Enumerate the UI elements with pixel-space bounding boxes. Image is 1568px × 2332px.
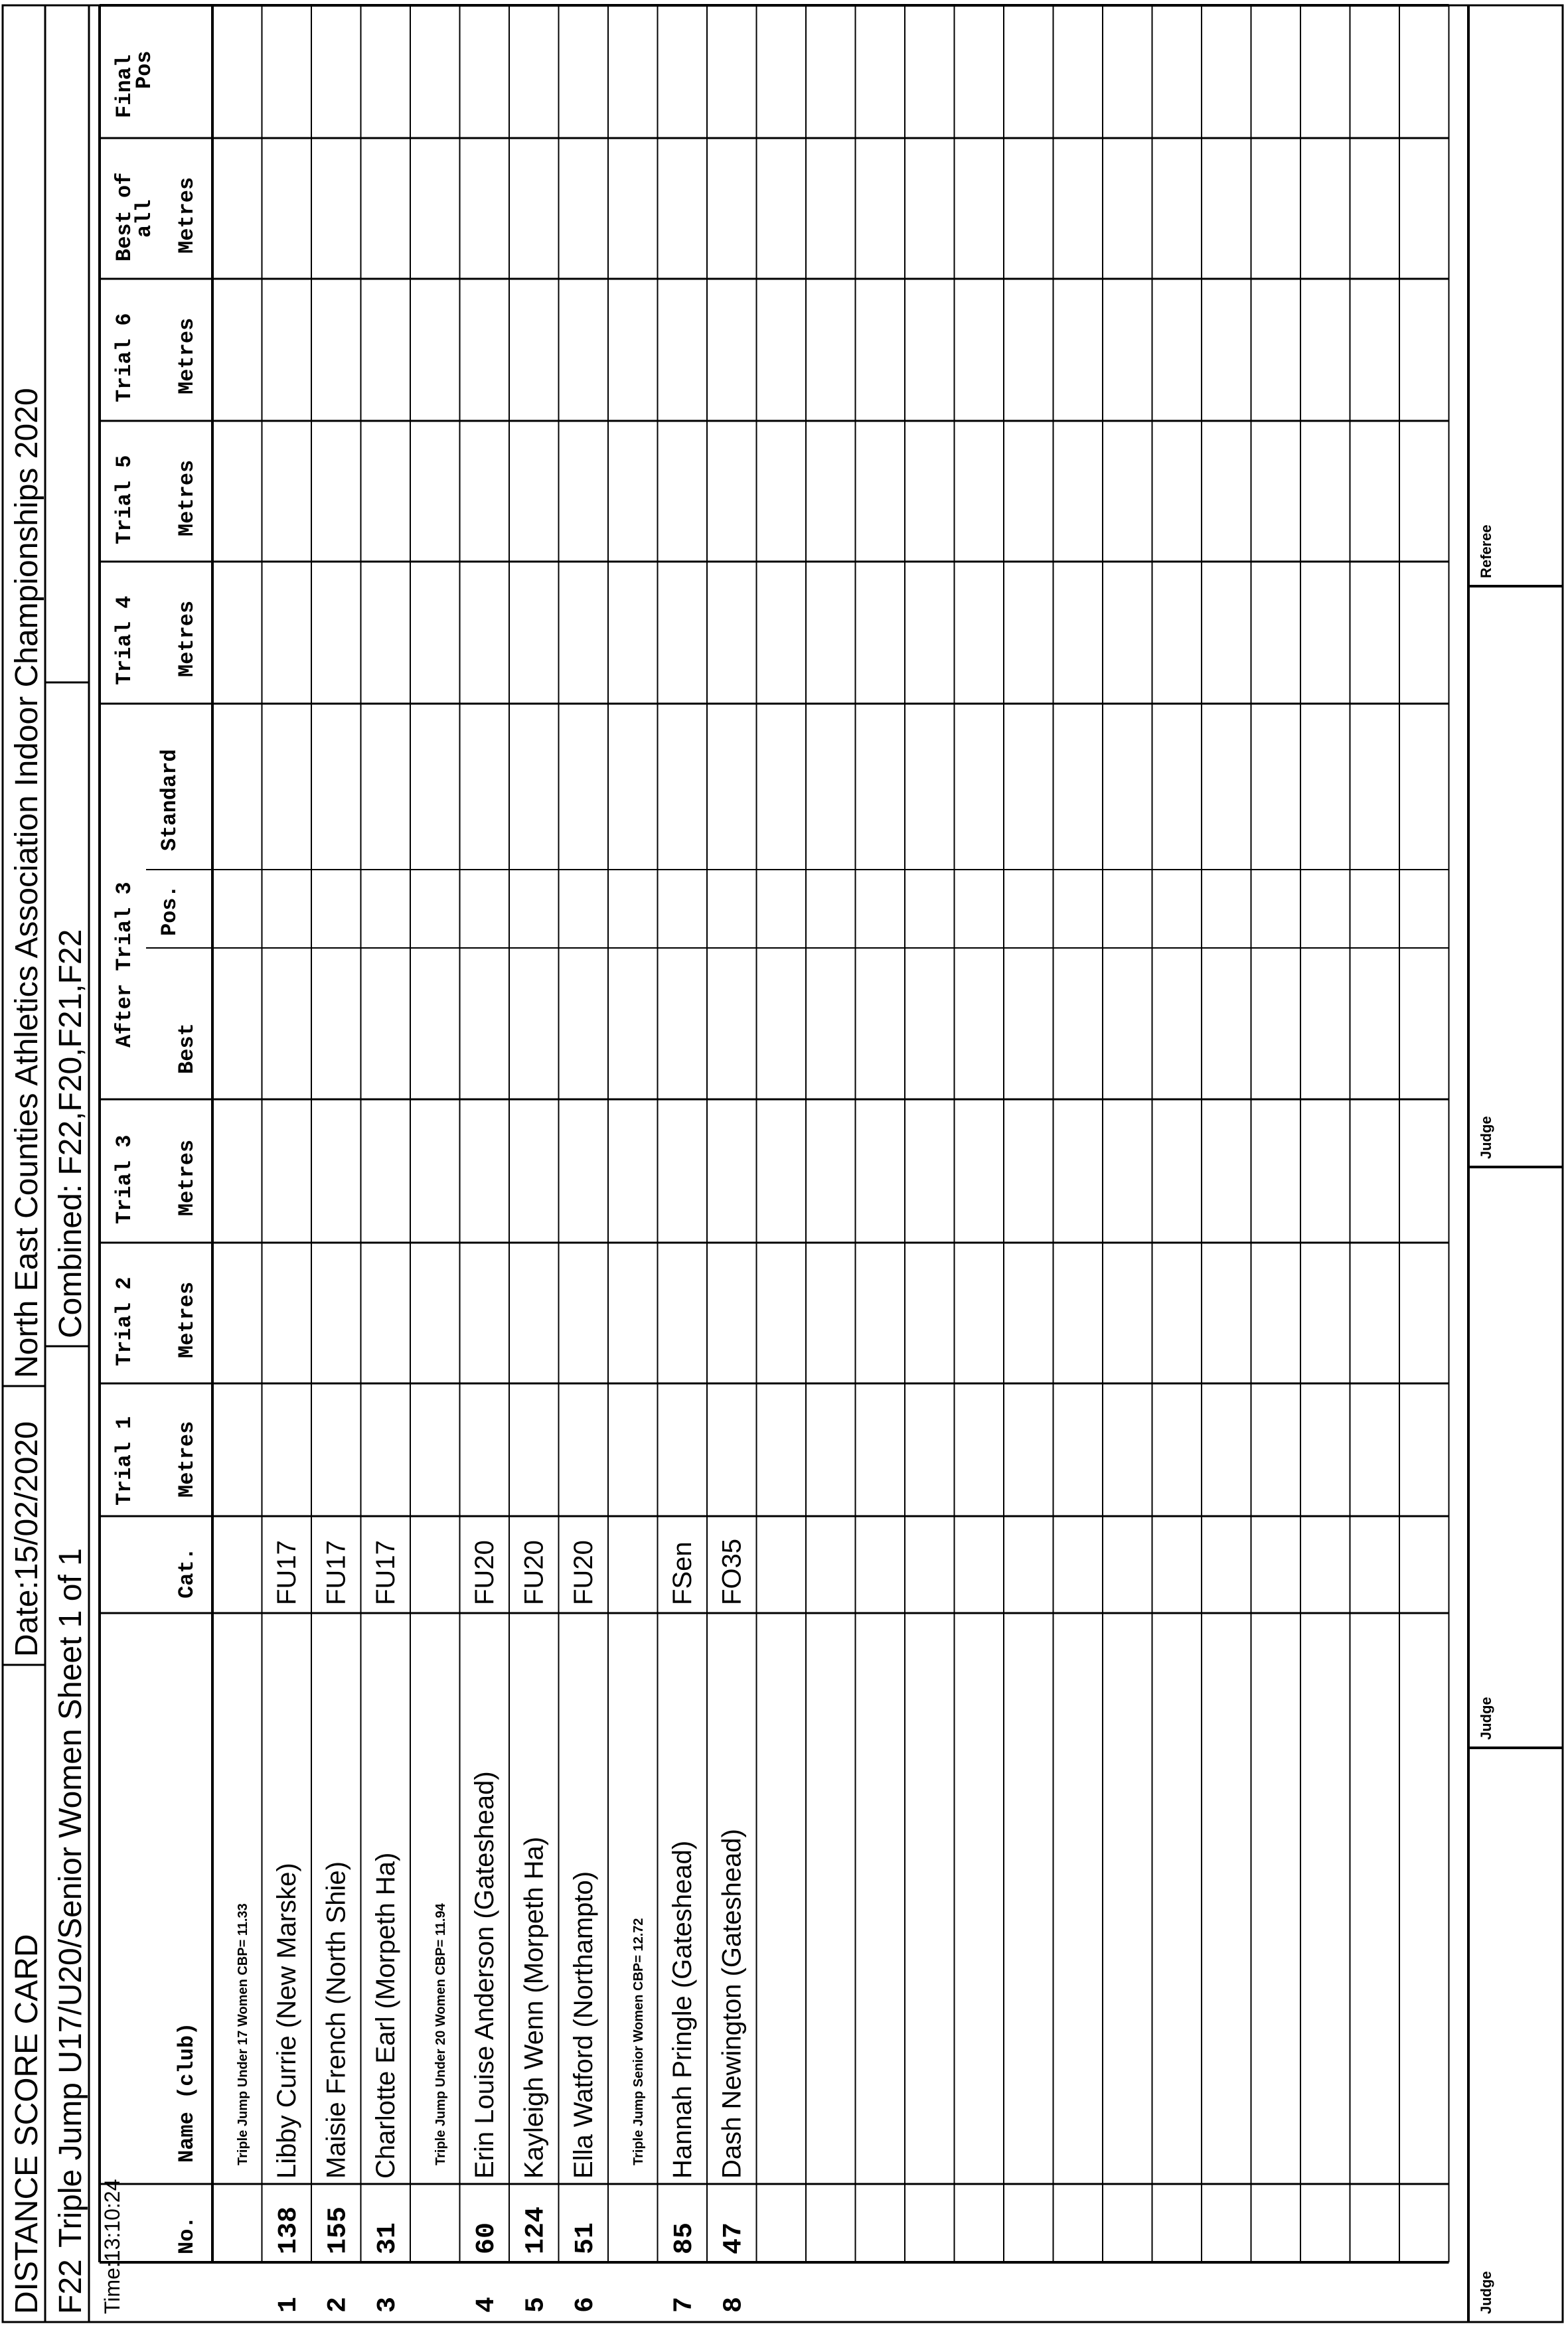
row-line-number: 6 bbox=[571, 2296, 601, 2313]
card-title: DISTANCE SCORE CARD bbox=[9, 1934, 44, 2314]
header-final-pos: Pos bbox=[132, 50, 157, 89]
header-trial5: Trial 5 bbox=[112, 455, 137, 544]
group-heading: Triple Jump Under 17 Women CBP= 11.33 bbox=[236, 1903, 251, 2165]
athlete-category: FU17 bbox=[371, 1540, 401, 1605]
results-rows bbox=[236, 1539, 749, 2313]
row-line-number: 5 bbox=[521, 2296, 552, 2313]
athlete-name: Ella Watford (Northampto) bbox=[569, 1871, 599, 2179]
header-trial2: Trial 2 bbox=[112, 1277, 137, 1366]
signature-judge-2: Judge bbox=[1478, 1697, 1494, 1740]
row-line-number: 2 bbox=[323, 2296, 354, 2313]
header-after-trial3: After Trial 3 bbox=[112, 882, 137, 1048]
card-date: Date:15/02/2020 bbox=[9, 1421, 44, 1657]
athlete-name: Charlotte Earl (Morpeth Ha) bbox=[371, 1852, 401, 2179]
header-best-of: Best of bbox=[112, 172, 137, 262]
group-heading: Triple Jump Under 20 Women CBP= 11.94 bbox=[433, 1903, 449, 2165]
header-best-metres: Metres bbox=[175, 177, 199, 254]
header-cat: Cat. bbox=[175, 1547, 199, 1598]
athlete-name: Dash Newington (Gateshead) bbox=[717, 1829, 747, 2179]
print-time: Time:13:10:24 bbox=[100, 2179, 124, 2314]
header-name: Name (club) bbox=[175, 2022, 199, 2163]
signature-strip bbox=[1468, 5, 1563, 2322]
header-trial5-metres: Metres bbox=[175, 459, 199, 536]
athlete-category: FU20 bbox=[519, 1540, 549, 1605]
athlete-name: Libby Currie (New Marske) bbox=[272, 1863, 302, 2179]
row-line-number: 7 bbox=[670, 2296, 700, 2313]
header-trial6: Trial 6 bbox=[112, 313, 137, 402]
athlete-number: 51 bbox=[571, 2222, 601, 2254]
header-trial1-metres: Metres bbox=[175, 1421, 199, 1498]
signature-judge-1: Judge bbox=[1478, 2271, 1494, 2314]
athlete-number: 31 bbox=[373, 2222, 404, 2254]
athlete-category: FU17 bbox=[272, 1540, 302, 1605]
championship-title: North East Counties Athletics Association Indoor Championships 2020 bbox=[9, 388, 44, 1378]
athlete-name: Maisie French (North Shie) bbox=[321, 1861, 351, 2179]
row-line-number: 4 bbox=[472, 2296, 503, 2313]
header-final: Final bbox=[112, 54, 137, 118]
athlete-number: 60 bbox=[472, 2222, 503, 2254]
header-after-pos: Pos. bbox=[157, 885, 182, 936]
athlete-name: Kayleigh Wenn (Morpeth Ha) bbox=[519, 1836, 549, 2179]
table-header bbox=[112, 50, 199, 2254]
header-all: all bbox=[132, 199, 157, 238]
combined-events: Combined: F22,F20,F21,F22 bbox=[53, 929, 88, 1338]
group-heading: Triple Jump Senior Women CBP= 12.72 bbox=[631, 1918, 647, 2165]
header-no: No. bbox=[175, 2216, 199, 2254]
header-trial4: Trial 4 bbox=[112, 595, 137, 685]
athlete-category: FU20 bbox=[470, 1540, 500, 1605]
event-code: F22 bbox=[53, 2259, 88, 2314]
athlete-number: 124 bbox=[521, 2206, 552, 2254]
header-after-standard: Standard bbox=[157, 749, 182, 851]
header-after-best: Best bbox=[175, 1023, 199, 1074]
signature-referee: Referee bbox=[1478, 524, 1494, 578]
score-card bbox=[3, 5, 1563, 2322]
signature-judge-3: Judge bbox=[1478, 1116, 1494, 1159]
athlete-number: 47 bbox=[719, 2222, 749, 2254]
event-title: Triple Jump U17/U20/Senior Women Sheet 1 of 1 bbox=[53, 1548, 88, 2248]
results-table-grid bbox=[100, 5, 1449, 2262]
header-trial3: Trial 3 bbox=[112, 1134, 137, 1224]
athlete-category: FSen bbox=[668, 1541, 698, 1605]
athlete-category: FO35 bbox=[717, 1538, 747, 1605]
row-line-number: 1 bbox=[274, 2296, 305, 2313]
athlete-number: 85 bbox=[670, 2222, 700, 2254]
athlete-number: 138 bbox=[274, 2206, 305, 2254]
athlete-name: Hannah Pringle (Gateshead) bbox=[668, 1840, 698, 2179]
header-trial6-metres: Metres bbox=[175, 317, 199, 394]
athlete-category: FU17 bbox=[321, 1540, 351, 1605]
header-trial4-metres: Metres bbox=[175, 600, 199, 677]
header-trial1: Trial 1 bbox=[112, 1416, 137, 1506]
athlete-number: 155 bbox=[323, 2206, 354, 2254]
header-trial3-metres: Metres bbox=[175, 1139, 199, 1216]
row-line-number: 8 bbox=[719, 2296, 749, 2313]
row-line-number: 3 bbox=[373, 2296, 404, 2313]
athlete-name: Erin Louise Anderson (Gateshead) bbox=[470, 1771, 500, 2179]
header-trial2-metres: Metres bbox=[175, 1281, 199, 1358]
athlete-category: FU20 bbox=[569, 1540, 599, 1605]
